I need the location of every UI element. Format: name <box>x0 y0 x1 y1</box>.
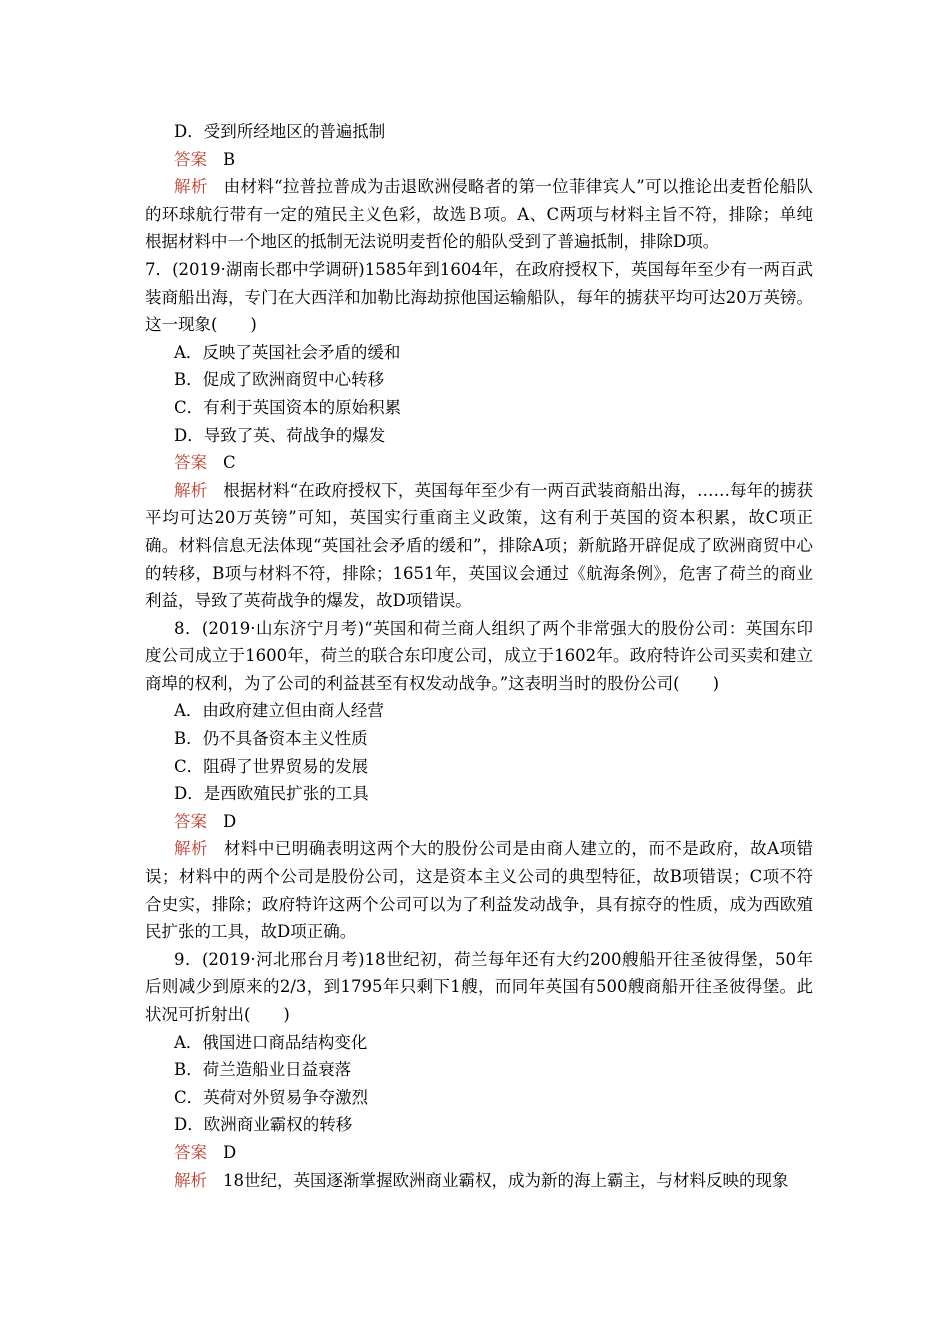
answer-label: 答案 <box>174 811 207 831</box>
option-c-q7: C．有利于英国资本的原始积累 <box>174 397 402 417</box>
analysis-q6 <box>145 173 813 256</box>
answer-q7 <box>145 449 813 477</box>
option-d-q9: D．欧洲商业霸权的转移 <box>174 1115 353 1135</box>
answer-value: D <box>223 1142 237 1162</box>
analysis-text: 根据材料“在政府授权下，英国每年至少有一两百武装商船出海，……每年的掳获平均可达20万英镑”可知，英国实行重商主义政策，这有利于英国的资本积累，故C项正确。材料信息无法体现“英国社会矛盾的缓和”，排除A项；新航路开辟促成了欧洲商贸中心的转移，B项与材料不符，排除；1651年，英国议会通过《航海条例》，危害了荷兰的商业利益，导致了英荷战争的爆发，故D项错误。 <box>145 480 814 611</box>
question-9: 9．(2019·河北邢台月考)18世纪初，荷兰每年还有大约200艘船开往圣彼得堡，50年后则减少到原来的2/3，到1795年只剩下1艘，而同年英国有500艘商船开往圣彼得堡。此状况可折射出( ) <box>145 949 813 1024</box>
option-d-q7: D．导致了英、荷战争的爆发 <box>174 425 386 445</box>
option-d-q8: D．是西欧殖民扩张的工具 <box>174 784 369 804</box>
answer-label: 答案 <box>174 453 207 473</box>
document-page <box>145 118 813 1194</box>
option-a-q8: A．由政府建立但由商人经营 <box>174 701 384 721</box>
option-a-q7: A．反映了英国社会矛盾的缓和 <box>174 342 401 362</box>
analysis-text: 材料中已明确表明这两个大的股份公司是由商人建立的，而不是政府，故A项错误；材料中的两个公司是股份公司，这是资本主义公司的典型特征，故B项错误；C项不符合史实，排除；政府特许这两个公司可以为了利益发动战争，具有掠夺的性质，成为西欧殖民扩张的工具，故D项正确。 <box>145 839 813 942</box>
question-8: 8．(2019·山东济宁月考)“英国和荷兰商人组织了两个非常强大的股份公司：英国东印度公司成立于1600年，荷兰的联合东印度公司，成立于1602年。政府特许公司买卖和建立商埠的权利，为了公司的利益甚至有权发动战争。”这表明当时的股份公司( ) <box>145 618 813 693</box>
analysis-label: 解析 <box>174 177 208 197</box>
analysis-q7 <box>145 477 813 615</box>
option-b-q7: B．促成了欧洲商贸中心转移 <box>174 370 385 390</box>
analysis-text: 由材料“拉普拉普成为击退欧洲侵略者的第一位菲律宾人”可以推论出麦哲伦船队的环球航行带有一定的殖民主义色彩，故选Ｂ项。A、C两项与材料主旨不符，排除；单纯根据材料中一个地区的抵制无法说明麦哲伦的船队受到了普遍抵制，排除D项。 <box>145 177 813 252</box>
question-7: 7．(2019·湖南长郡中学调研)1585年到1604年，在政府授权下，英国每年至少有一两百武装商船出海，专门在大西洋和加勒比海劫掠他国运输船队，每年的掳获平均可达20万英镑。这一现象( ) <box>145 259 813 335</box>
option-b-q8: B．仍不具备资本主义性质 <box>174 729 368 749</box>
answer-q9 <box>145 1139 813 1167</box>
answer-q8 <box>145 808 813 836</box>
answer-value: C <box>223 453 236 473</box>
analysis-label: 解析 <box>174 1170 207 1190</box>
option-c-q8: C．阻碍了世界贸易的发展 <box>174 756 369 776</box>
option-d-q6: D．受到所经地区的普遍抵制 <box>174 122 386 141</box>
answer-label: 答案 <box>174 149 207 169</box>
analysis-q9 <box>145 1167 813 1195</box>
answer-value: D <box>223 811 237 831</box>
option-c-q9: C．英荷对外贸易争夺激烈 <box>174 1087 369 1107</box>
analysis-label: 解析 <box>174 839 208 859</box>
analysis-text: 18世纪，英国逐渐掌握欧洲商业霸权，成为新的海上霸主，与材料反映的现象 <box>223 1170 789 1190</box>
answer-value: B <box>223 149 236 169</box>
option-a-q9: A．俄国进口商品结构变化 <box>174 1032 368 1052</box>
answer-q6 <box>145 146 813 174</box>
analysis-label: 解析 <box>174 480 208 500</box>
analysis-q8 <box>145 835 813 945</box>
option-b-q9: B．荷兰造船业日益衰落 <box>174 1060 352 1080</box>
answer-label: 答案 <box>174 1142 207 1162</box>
